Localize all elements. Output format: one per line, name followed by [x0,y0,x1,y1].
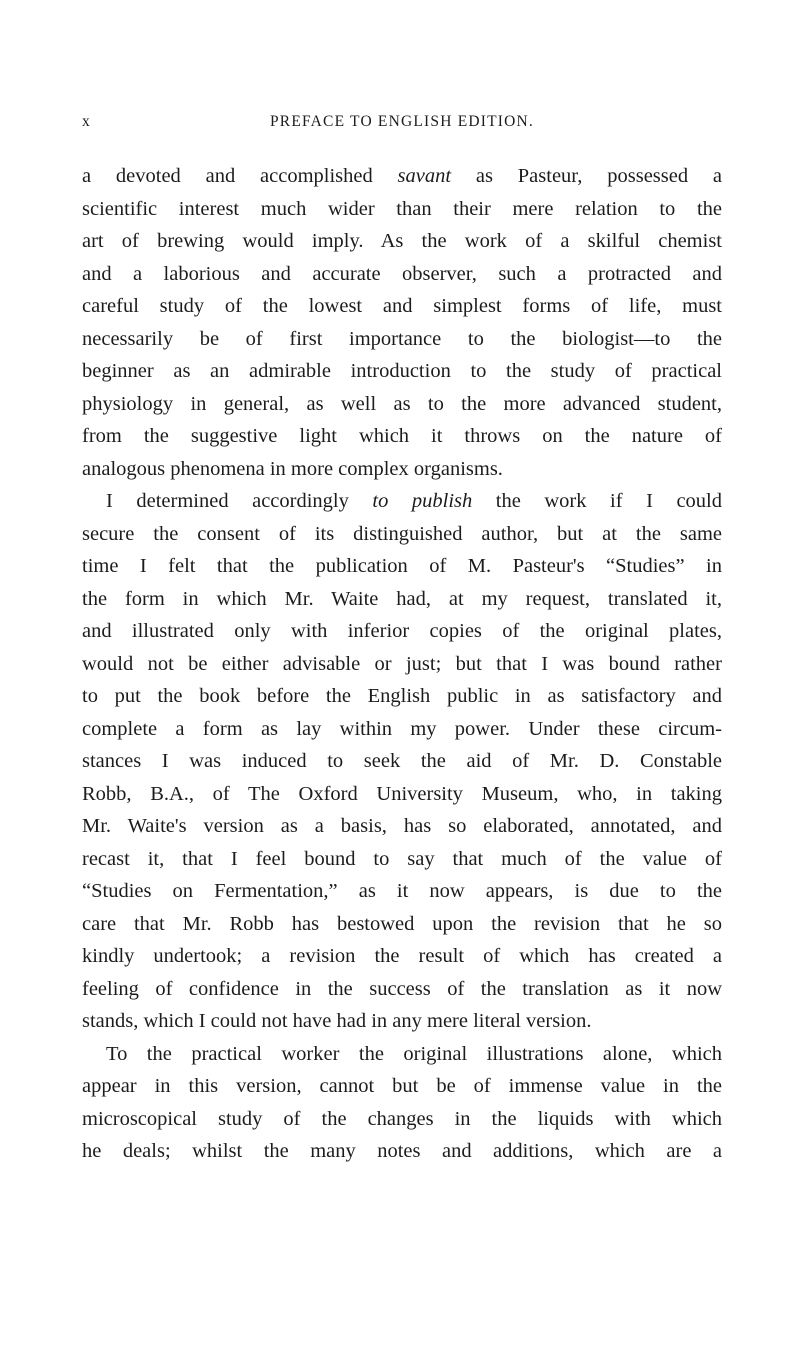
text-line: he deals; whilst the many notes and additions, which are a [82,1140,722,1162]
page-number: x [82,113,91,130]
body-text [82,160,722,1168]
text-line: beginner as an admirable introduction to the study of practical [82,360,722,382]
text-line: I determined accordingly to publish the work if I could [106,490,722,512]
text-line: scientific interest much wider than their mere relation to the [82,197,722,220]
text-line: Robb, B.A., of The Oxford University Museum, who, in taking [82,782,722,805]
text-line: To the practical worker the original illustrations alone, which [106,1042,722,1065]
running-head [82,113,722,137]
text-line: and a laborious and accurate observer, such a protracted and [82,262,722,285]
text-line: careful study of the lowest and simplest forms of life, must [82,295,722,317]
text-line: and illustrated only with inferior copies of the original plates, [82,620,722,642]
text-line: care that Mr. Robb has bestowed upon the revision that he so [82,912,722,935]
text-line: necessarily be of first importance to the biologist—to the [82,327,722,350]
text-line: complete a form as lay within my power. Under these circum- [82,717,722,740]
text-line: the form in which Mr. Waite had, at my request, translated it, [82,587,722,610]
text-line: to put the book before the English public in as satisfactory and [82,685,722,707]
text-line: kindly undertook; a revision the result of which has created a [82,945,722,967]
text-line: “Studies on Fermentation,” as it now appears, is due to the [82,880,722,902]
text-line: stands, which I could not have had in any mere literal version. [82,1010,592,1032]
text-line: from the suggestive light which it throws on the nature of [82,425,722,447]
text-line: art of brewing would imply. As the work of a skilful chemist [82,230,722,252]
text-line: analogous phenomena in more complex organisms. [82,457,503,480]
text-line: appear in this version, cannot but be of immense value in the [82,1075,722,1097]
running-title: PREFACE TO ENGLISH EDITION. [269,113,535,130]
text-line: feeling of confidence in the success of the translation as it now [82,977,722,1000]
text-line: secure the consent of its distinguished author, but at the same [82,522,722,545]
text-line: physiology in general, as well as to the more advanced student, [82,392,722,415]
text-line: a devoted and accomplished savant as Pasteur, possessed a [82,165,722,187]
text-line: microscopical study of the changes in the liquids with which [82,1107,722,1130]
text-line: recast it, that I feel bound to say that much of the value of [82,847,722,870]
text-line: would not be either advisable or just; but that I was bound rather [82,652,722,675]
text-line: stances I was induced to seek the aid of Mr. D. Constable [82,750,722,772]
text-line: time I felt that the publication of M. Pasteur's “Studies” in [82,555,722,577]
text-line: Mr. Waite's version as a basis, has so elaborated, annotated, and [82,815,722,837]
